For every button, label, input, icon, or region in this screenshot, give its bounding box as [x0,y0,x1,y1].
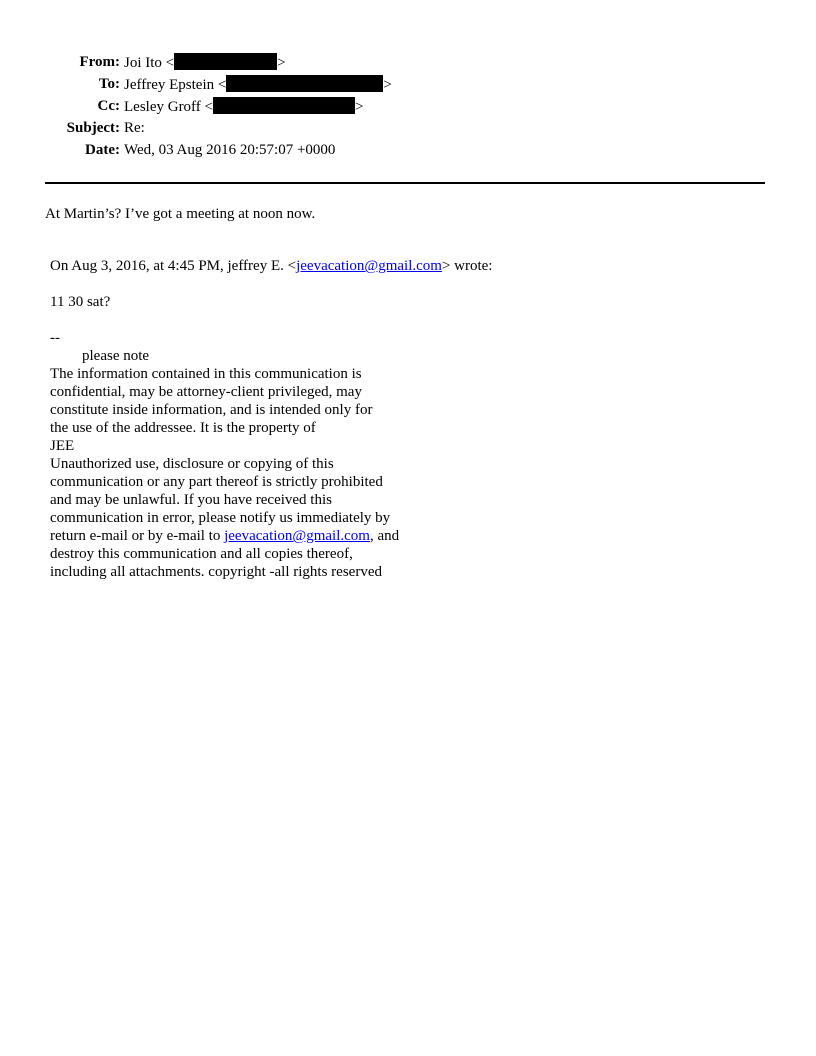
disclaimer-line: The information contained in this communication is [50,366,362,382]
from-name: Joi Ito < [124,55,175,71]
disclaimer-line: the use of the addressee. It is the property of [50,420,316,436]
from-value [124,53,286,73]
date-value: Wed, 03 Aug 2016 20:57:07 +0000 [124,142,336,158]
spacer [50,275,470,293]
disclaimer-line: JEE [50,438,75,454]
disclaimer-line: and may be unlawful. If you have received this [50,492,332,508]
cc-close: > [355,99,364,115]
attribution-suffix: > wrote: [441,258,493,274]
cc-value [124,97,363,117]
spacer [50,311,470,329]
attribution-email-link[interactable]: jeevacation@gmail.com [296,258,442,274]
from-close: > [277,55,286,71]
signature-separator: -- [50,330,60,346]
disclaimer-line: communication or any part thereof is strictly prohibited [50,474,383,490]
disclaimer-line: destroy this communication and all copies thereof, [50,546,353,562]
date-row [0,141,816,163]
subject-label: Subject: [66,120,120,136]
to-name: Jeffrey Epstein < [124,77,227,93]
quoted-text: 11 30 sat? [50,294,111,310]
to-close: > [383,77,392,93]
redacted-email-block [213,97,355,114]
date-label: Date: [85,142,120,158]
subject-row [0,119,816,141]
disclaimer-email-link[interactable]: jeevacation@gmail.com [224,528,370,544]
disclaimer-line: Unauthorized use, disclosure or copying of this [50,456,334,472]
disclaimer-email-prefix: return e-mail or by e-mail to [50,528,225,544]
cc-name: Lesley Groff < [124,99,213,115]
from-label: From: [79,54,120,70]
disclaimer-line: communication in error, please notify us immediately by [50,510,391,526]
reply-text: At Martin’s? I’ve got a meeting at noon now. [45,206,316,222]
header-divider [45,182,765,184]
redacted-email-block [174,53,277,70]
attribution-prefix: On Aug 3, 2016, at 4:45 PM, jeffrey E. < [50,258,297,274]
disclaimer-title: please note [82,348,150,364]
disclaimer-line: including all attachments. copyright -all rights reserved [50,564,382,580]
redacted-email-block [226,75,383,92]
email-header [0,53,816,163]
disclaimer-email-suffix: , and [369,528,400,544]
subject-value: Re: [124,120,145,136]
to-label: To: [98,76,120,92]
cc-row [0,97,816,119]
from-row [0,53,816,75]
attribution-line [50,257,493,275]
cc-label: Cc: [97,98,120,114]
to-value [124,75,392,95]
to-row [0,75,816,97]
disclaimer-line: constitute inside information, and is intended only for [50,402,373,418]
disclaimer-email-line [50,527,470,545]
disclaimer-line: confidential, may be attorney-client privileged, may [50,384,362,400]
quoted-message [50,257,493,581]
